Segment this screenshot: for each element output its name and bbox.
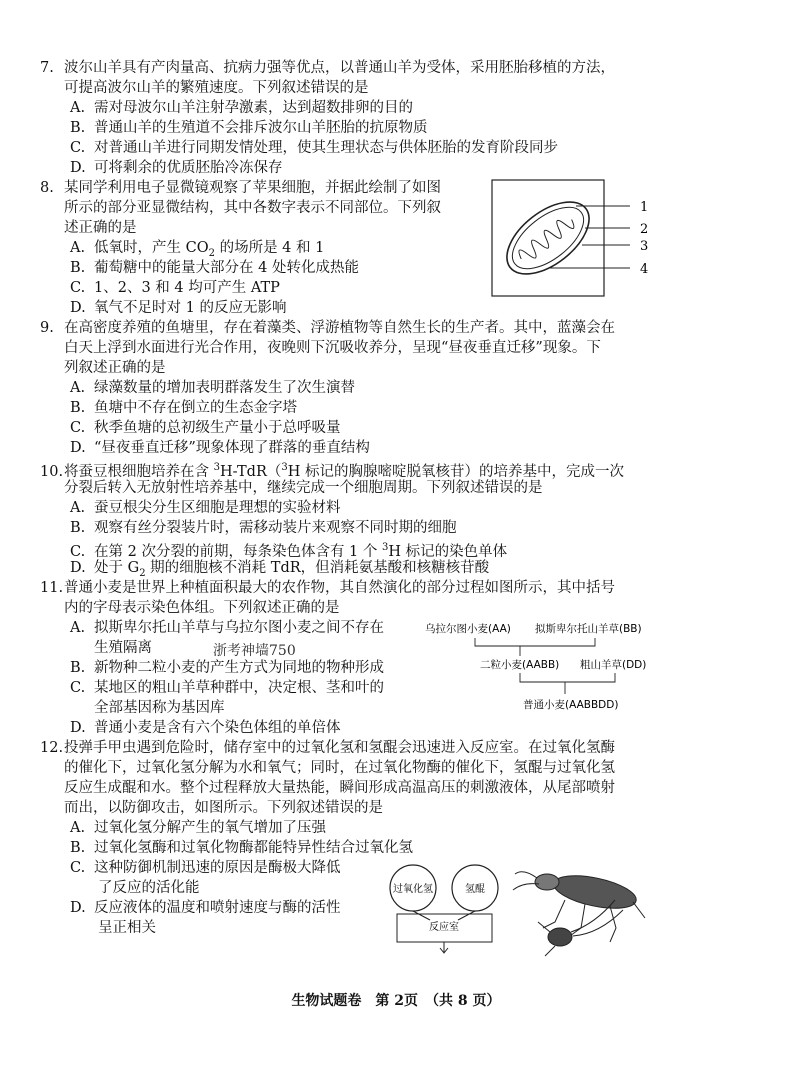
q7-option-b: B. 普通山羊的生殖道不会排斥波尔山羊胚胎的抗原物质	[70, 120, 428, 136]
q11-stem: 11.普通小麦是世界上种植面积最大的农作物，其自然演化的部分过程如图所示，其中括号	[40, 580, 615, 596]
page-footer: 生物试题卷 第 2页 （共 8 页）	[291, 993, 501, 1009]
fig-hydrogen-peroxide: 过氧化氢	[393, 884, 433, 895]
q9-option-c: C. 秋季鱼塘的总初级生产量小于总呼吸量	[70, 420, 341, 436]
q11-option-c: C. 某地区的粗山羊草种群中，决定根、茎和叶的	[70, 680, 384, 696]
q12-stem: 12.投弹手甲虫遇到危险时，储存室中的过氧化氢和氢醌会迅速进入反应室。在过氧化氢酶	[40, 740, 615, 756]
q12-option-b: B. 过氧化氢酶和过氧化物酶都能特异性结合过氧化氢	[70, 840, 413, 856]
fig-tauschii-goatgrass: 粗山羊草(DD)	[580, 659, 647, 671]
q7-stem-cont: 可提高波尔山羊的繁殖速度。下列叙述错误的是	[64, 80, 369, 96]
q11-option-a-cont: 生殖隔离	[94, 640, 152, 656]
q8-stem-cont: 所示的部分亚显微结构，其中各数字表示不同部位。下列叙	[64, 200, 441, 216]
q9-stem-cont2: 列叙述正确的是	[64, 360, 166, 376]
q9-option-d: D. “昼夜垂直迁移”现象体现了群落的垂直结构	[70, 440, 370, 456]
q12-option-a: A. 过氧化氢分解产生的氧气增加了压强	[70, 820, 326, 836]
q12-stem-cont: 的催化下，过氧化氢分解为水和氧气；同时，在过氧化物酶的催化下，氢醌与过氧化氢	[64, 760, 615, 776]
beetle-illustration	[513, 870, 645, 956]
q8-option-a: A. 低氧时，产生 $CO_2$ 的场所是 4 和 1	[70, 240, 325, 259]
q11-option-c-cont: 全部基因称为基因库	[94, 700, 225, 716]
q9-stem: 9. 在高密度养殖的鱼塘里，存在着藻类、浮游植物等自然生长的生产者。其中，蓝藻会在	[40, 320, 615, 336]
q11-option-b: B. 新物种二粒小麦的产生方式为同地的物种形成	[70, 660, 384, 676]
q8-stem: 8. 某同学利用电子显微镜观察了苹果细胞，并据此绘制了如图	[40, 180, 441, 196]
watermark: 浙考神墙750	[213, 643, 296, 659]
q9-option-b: B. 鱼塘中不存在倒立的生态金字塔	[70, 400, 297, 416]
q10-option-b: B. 观察有丝分裂装片时，需移动装片来观察不同时期的细胞	[70, 520, 457, 536]
fig-label-3: 3	[640, 239, 649, 254]
q8-option-c: C. 1、2、3 和 4 均可产生 ATP	[70, 280, 280, 296]
q10-stem: 10.将蚕豆根细胞培养在含 $^3$H-TdR（$^3$H 标记的胸腺嘧啶脱氧核苷）的培养基中，完成一次	[40, 462, 625, 480]
q7-option-c: C. 对普通山羊进行同期发情处理，使其生理状态与供体胚胎的发育阶段同步	[70, 140, 558, 156]
q11-stem-cont: 内的字母表示染色体组。下列叙述正确的是	[64, 600, 340, 616]
fig-common-wheat: 普通小麦(AABBDD)	[523, 699, 619, 711]
fig-speltoides-goatgrass: 拟斯卑尔托山羊草(BB)	[535, 623, 642, 635]
q7-option-a: A. 需对母波尔山羊注射孕激素，达到超数排卵的目的	[70, 100, 413, 116]
beetle-reaction-figure	[385, 862, 660, 957]
q8-option-d: D. 氧气不足时对 1 的反应无影响	[70, 300, 287, 316]
q11-option-d: D. 普通小麦是含有六个染色体组的单倍体	[70, 720, 341, 736]
q12-option-d: D. 反应液体的温度和喷射速度与酶的活性	[70, 900, 341, 916]
q10-stem-cont: 分裂后转入无放射性培养基中，继续完成一个细胞周期。下列叙述错误的是	[64, 480, 543, 496]
q10-option-a: A. 蚕豆根尖分生区细胞是理想的实验材料	[70, 500, 341, 516]
q12-stem-cont2: 反应生成醌和水。整个过程释放大量热能，瞬间形成高温高压的刺激液体，从尾部喷射	[64, 780, 615, 796]
q9-stem-cont: 白天上浮到水面进行光合作用，夜晚则下沉吸收养分，呈现“昼夜垂直迁移”现象。下	[64, 340, 601, 356]
fig-hydroquinone: 氢醌	[465, 884, 485, 895]
fig-emmer-wheat: 二粒小麦(AABB)	[480, 659, 560, 671]
q12-stem-cont3: 而出，以防御攻击，如图所示。下列叙述错误的是	[64, 800, 383, 816]
q12-option-d-cont: 呈正相关	[98, 920, 156, 936]
fig-reaction-chamber: 反应室	[429, 922, 459, 933]
q10-option-c: C. 在第 2 次分裂的前期，每条染色体含有 1 个 $^3$H 标记的染色单体	[70, 542, 508, 560]
fig-urartu-wheat: 乌拉尔图小麦(AA)	[425, 623, 511, 635]
q10-option-d: D. 处于 $G_2$ 期的细胞核不消耗 TdR，但消耗氨基酸和核糖核苷酸	[70, 560, 490, 579]
fig-label-4: 4	[640, 262, 649, 277]
q7-stem: 7. 波尔山羊具有产肉量高、抗病力强等优点，以普通山羊为受体，采用胚胎移植的方法，	[40, 60, 615, 76]
wheat-evolution-figure	[425, 618, 665, 718]
fig-label-2: 2	[640, 222, 649, 237]
q11-option-a: A. 拟斯卑尔托山羊草与乌拉尔图小麦之间不存在	[70, 620, 384, 636]
q8-stem-cont2: 述正确的是	[64, 220, 137, 236]
q12-option-c-cont: 了反应的活化能	[98, 880, 200, 896]
q12-option-c: C. 这种防御机制迅速的原因是酶极大降低	[70, 860, 341, 876]
q9-option-a: A. 绿藻数量的增加表明群落发生了次生演替	[70, 380, 355, 396]
q8-option-b: B. 葡萄糖中的能量大部分在 4 处转化成热能	[70, 260, 359, 276]
q7-option-d: D. 可将剩余的优质胚胎冷冻保存	[70, 160, 283, 176]
mitochondrion-figure	[490, 178, 660, 300]
fig-label-1: 1	[640, 200, 649, 215]
